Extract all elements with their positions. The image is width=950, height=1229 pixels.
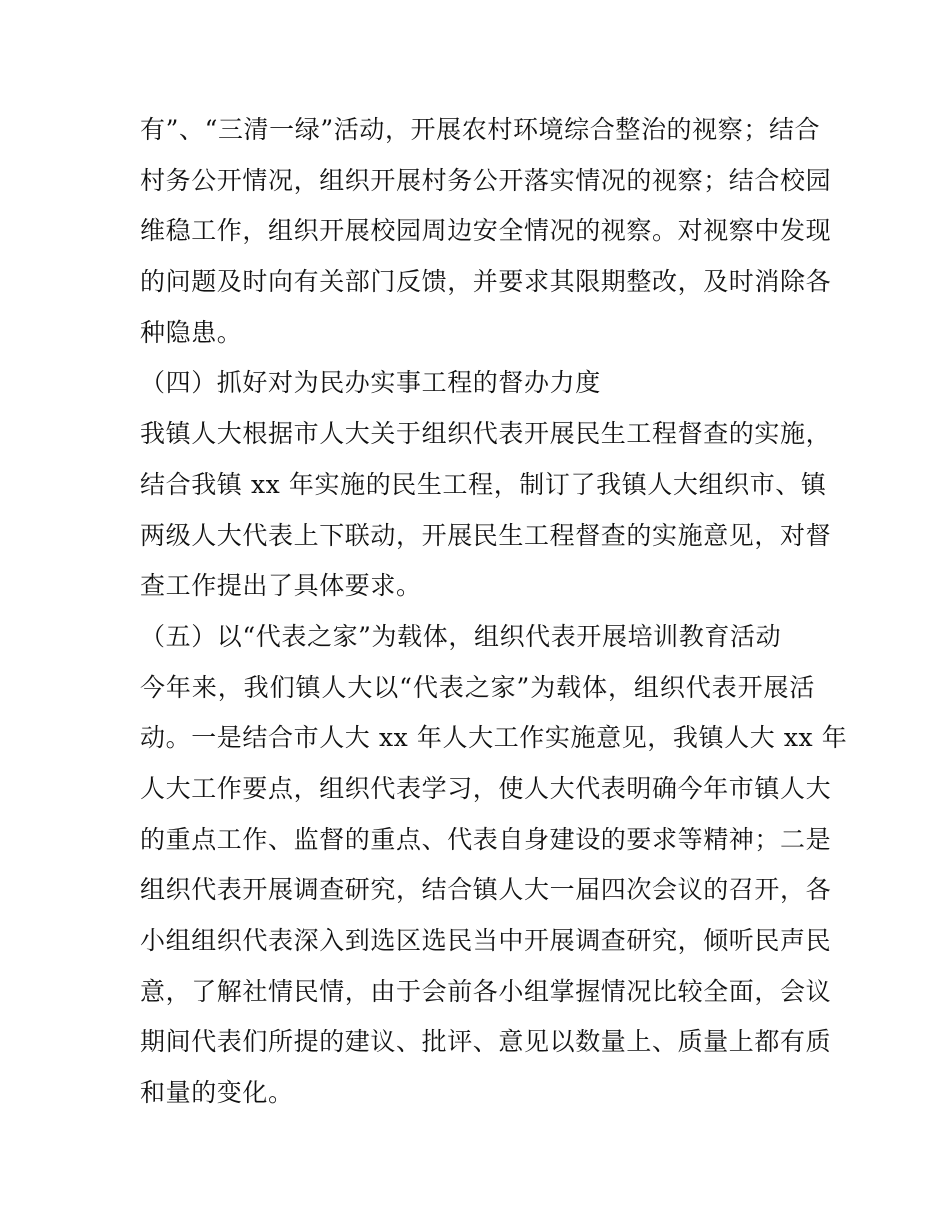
paragraph-line: 结合我镇 xx 年实施的民生工程，制订了我镇人大组织市、镇 (140, 469, 827, 499)
section-heading-5: （五）以“代表之家”为载体，组织代表开展培训教育活动 (140, 621, 782, 651)
section-heading-4: （四）抓好对为民办实事工程的督办力度 (140, 368, 601, 398)
paragraph-line: 期间代表们所提的建议、批评、意见以数量上、质量上都有质 (140, 1027, 832, 1057)
paragraph-line: 人大工作要点，组织代表学习，使人大代表明确今年市镇人大 (140, 773, 832, 803)
paragraph-line: 我镇人大根据市人大关于组织代表开展民生工程督查的实施， (140, 419, 832, 449)
paragraph-line: 组织代表开展调查研究，结合镇人大一届四次会议的召开，各 (140, 875, 832, 905)
paragraph-line: 小组组织代表深入到选区选民当中开展调查研究，倾听民声民 (140, 926, 832, 955)
paragraph-line: 意，了解社情民情，由于会前各小组掌握情况比较全面，会议 (140, 976, 832, 1006)
paragraph-line: 查工作提出了具体要求。 (140, 571, 422, 601)
paragraph-line: 的问题及时向有关部门反馈，并要求其限期整改，及时消除各 (140, 267, 832, 297)
paragraph-line: 动。一是结合市人大 xx 年人大工作实施意见，我镇人大 xx 年 (140, 723, 848, 753)
document-body (140, 105, 848, 1119)
paragraph-line: 和量的变化。 (140, 1078, 294, 1108)
paragraph-line: 的重点工作、监督的重点、代表自身建设的要求等精神；二是 (140, 824, 832, 854)
paragraph-line: 两级人大代表上下联动，开展民生工程督查的实施意见，对督 (140, 520, 832, 550)
paragraph-line: 维稳工作，组织开展校园周边安全情况的视察。对视察中发现 (140, 216, 832, 246)
paragraph-line: 今年来，我们镇人大以“代表之家”为载体，组织代表开展活 (140, 672, 815, 702)
paragraph-line: 村务公开情况，组织开展村务公开落实情况的视察；结合校园 (140, 165, 832, 195)
paragraph-line: 种隐患。 (140, 317, 243, 347)
paragraph-line: 有”、“三清一绿”活动，开展农村环境综合整治的视察；结合 (140, 115, 821, 144)
